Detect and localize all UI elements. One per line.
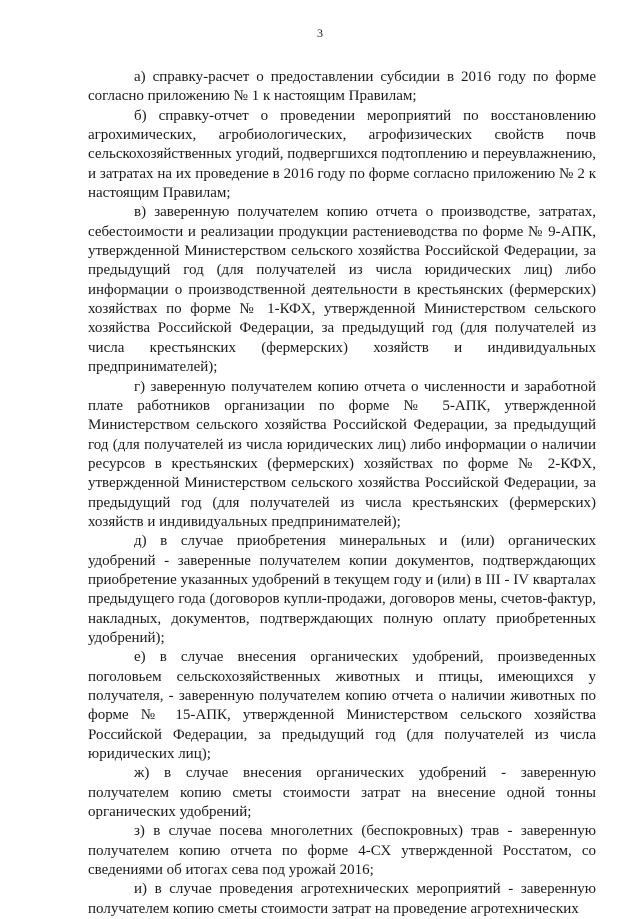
paragraph-g: г) заверенную получателем копию отчета о численности и заработной плате работников организации по форме № 5-АПК, утвержденной Министерством сельского хозяйства Российской Федерации, за предыдущий год (для получателей из числа юридических лиц) либо информации о наличии ресурсов в крестьянских (фермерских) хозяйствах по форме № 2-КФХ, утвержденной Министерством сельского хозяйства Российской Федерации, за предыдущий год (для получателей из числа крестьянских (фермерских) хозяйств и индивидуальных предпринимателей); bbox=[88, 378, 596, 530]
paragraph-e: е) в случае внесения органических удобрений, произведенных поголовьем сельскохозяйственных животных и птицы, имеющихся у получателя, - заверенную получателем копию отчета о наличии животных по форме № 15-АПК, утвержденной Министерством сельского хозяйства Российской Федерации, за предыдущий год (для получателей из числа юридических лиц); bbox=[88, 649, 596, 763]
paragraph-d: д) в случае приобретения минеральных и (или) органических удобрений - заверенные получателем копии документов, подтверждающих приобретение указанных удобрений в текущем году и (или) в III - IV кварталах предыдущего года (договоров купли-продажи, договоров мены, счетов-фактур, накладных, документов, подтверждающих полную оплату приобретенных удобрений); bbox=[88, 533, 596, 646]
paragraph-z: з) в случае посева многолетних (беспокровных) трав - заверенную получателем копию отчета по форме 4-СХ утвержденной Росстатом, со сведениями об итогах сева под урожай 2016; bbox=[88, 823, 596, 879]
paragraph-v: в) заверенную получателем копию отчета о производстве, затратах, себестоимости и реализации продукции растениеводства по форме № 9-АПК, утвержденной Министерством сельского хозяйства Российской Федерации, за предыдущий год (для получателей из числа юридических лиц) либо информации о производственной деятельности в крестьянских (фермерских) хозяйствах по форме № 1-КФХ, утвержденной Министерством сельского хозяйства Российской Федерации, за предыдущий год (для получателей из числа крестьянских (фермерских) хозяйств и индивидуальных предпринимателей); bbox=[88, 204, 596, 376]
paragraph-zh: ж) в случае внесения органических удобрений - заверенную получателем копию сметы стоимости затрат на внесение одной тонны органических удобрений; bbox=[88, 765, 596, 821]
page-number: 3 bbox=[317, 26, 323, 40]
paragraph-a: а) справку-расчет о предоставлении субсидии в 2016 году по форме согласно приложению № 1 к настоящим Правилам; bbox=[88, 69, 596, 105]
paragraph-b: б) справку-отчет о проведении мероприятий по восстановлению агрохимических, агробиологических, агрофизических свойств почв сельскохозяйственных угодий, подвергшихся подтоплению и переувлажнению, и затратах на их проведение в 2016 году по форме согласно приложению № 2 к настоящим Правилам; bbox=[88, 107, 596, 202]
paragraph-i: и) в случае проведения агротехнических мероприятий - заверенную получателем копию сметы стоимости затрат на проведение агротехнических bbox=[88, 881, 596, 917]
document-body bbox=[88, 68, 596, 919]
